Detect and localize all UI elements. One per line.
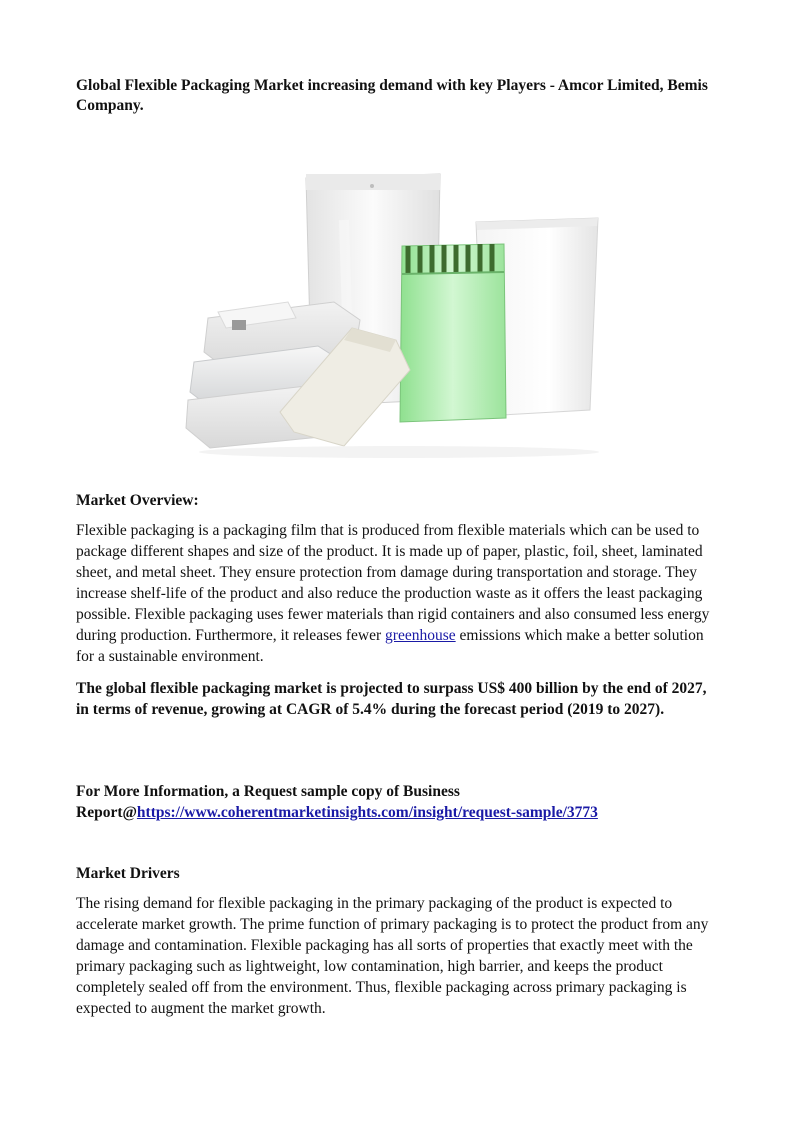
overview-text-start: Flexible packaging is a packaging film that is produced from flexible materials which can be used to package different shapes and size of the product. It is made up of paper, plastic, foil, sheet, laminated sheet, and metal sheet. They ensure protection from damage during transportation and storage. They increase shelf-life of the product and also reduce the production waste as it offers the least packaging possible. Flexible packaging uses fewer materials than rigid containers and also consumed less energy during production. Furthermore, it releases fewer — [76, 522, 710, 644]
green-gusset-bag — [400, 244, 506, 422]
market-overview-heading: Market Overview: — [76, 492, 199, 509]
market-drivers-heading: Market Drivers — [76, 865, 180, 882]
more-info-paragraph — [76, 781, 721, 823]
packaging-illustration — [184, 160, 614, 460]
request-sample-link[interactable]: https://www.coherentmarketinsights.com/insight/request-sample/3773 — [136, 804, 598, 821]
more-info-text: For More Information, a Request sample copy of Business Report@ — [76, 783, 460, 821]
greenhouse-link[interactable]: greenhouse — [385, 627, 456, 644]
market-overview-paragraph — [76, 520, 721, 667]
page-title: Global Flexible Packaging Market increasing demand with key Players - Amcor Limited, Bemis Company. — [76, 77, 708, 114]
market-projection-highlight: The global flexible packaging market is projected to surpass US$ 400 billion by the end of 2027, in terms of revenue, growing at CAGR of 5.4% during the forecast period (2019 to 2027). — [76, 680, 707, 718]
overview-text-end: emissions which make a better solution for a sustainable environment. — [76, 627, 704, 665]
market-drivers-paragraph: The rising demand for flexible packaging in the primary packaging of the product is expected to accelerate market growth. The prime function of primary packaging is to protect the product from any damage and contamination. Flexible packaging has all sorts of properties that exactly meet with the primary packaging such as lightweight, low contamination, high barrier, and keeps the product completely sealed off from the environment. Thus, flexible packaging across primary packaging is expected to augment the market growth. — [76, 895, 709, 1017]
